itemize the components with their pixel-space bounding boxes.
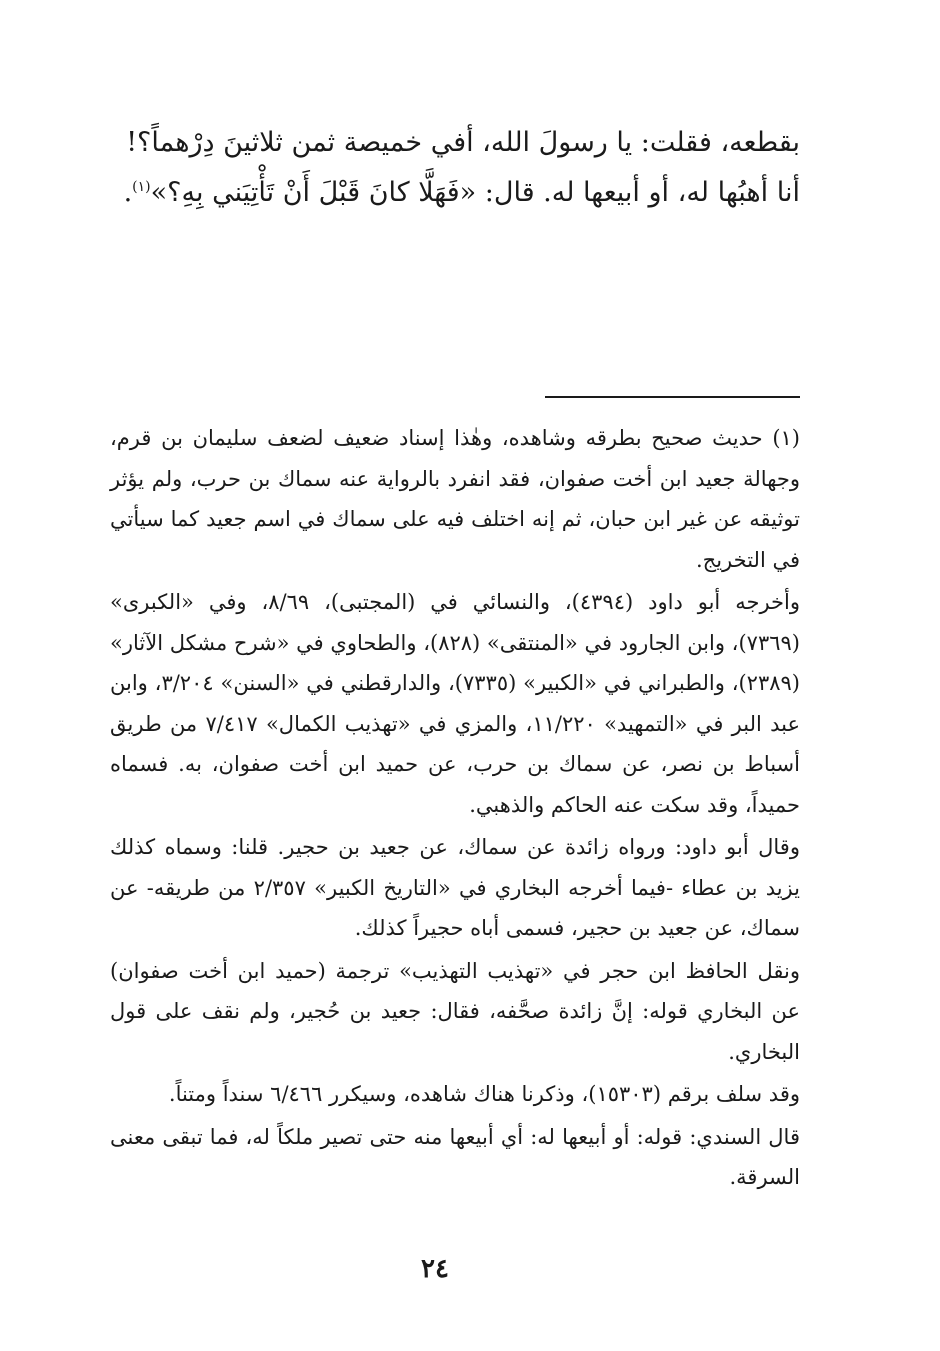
main-text-block bbox=[110, 118, 800, 218]
footnote-paragraph: ونقل الحافظ ابن حجر في «تهذيب التهذيب» ترجمة (حميد ابن أخت صفوان) عن البخاري قوله: إنَّ زائدة صحَّفه، فقال: جعيد بن حُجير، ولم نقف على قول البخاري. bbox=[110, 958, 800, 1064]
footnote-divider bbox=[545, 396, 800, 398]
footnote-paragraph: قال السندي: قوله: أو أبيعها له: أي أبيعها منه حتى تصير ملكاً له، فما تبقى معنى السرقة. bbox=[110, 1124, 800, 1189]
main-text-line-1 bbox=[110, 118, 800, 168]
footnotes-block bbox=[110, 418, 800, 1198]
main-text-end-period: . bbox=[123, 177, 133, 208]
footnote-paragraph: وأخرجه أبو داود (٤٣٩٤)، والنسائي في (المجتبى)، ٨/٦٩، وفي «الكبرى» (٧٣٦٩)، وابن الجارود في «المنتقى» (٨٢٨)، والطحاوي في «شرح مشكل الآثار» (٢٣٨٩)، والطبراني في «الكبير» (٧٣٣٥)، والدارقطني في «السنن» ٣/٢٠٤، وابن عبد البر في «التمهيد» ١١/٢٢٠، والمزي في «تهذيب الكمال» ٧/٤١٧ من طريق أسباط بن نصر، عن سماك بن حرب، عن حميد ابن أخت صفوان، به. فسماه حميداً، وقد سكت عنه الحاكم والذهبي. bbox=[110, 590, 800, 817]
main-text-line-2 bbox=[110, 168, 800, 218]
main-text-line-2-content: أنا أهبُها له، أو أبيعها له. قال: «فَهَلَّا كانَ قَبْلَ أَنْ تَأْتِيَني بِهِ؟» bbox=[150, 177, 800, 208]
footnote-paragraph: وقد سلف برقم (١٥٣٠٣)، وذكرنا هناك شاهده، وسيكرر ٦/٤٦٦ سنداً ومتناً. bbox=[168, 1082, 800, 1106]
footnote-reference-marker: (١) bbox=[132, 179, 151, 195]
footnote-paragraph: وقال أبو داود: ورواه زائدة عن سماك، عن جعيد بن حجير. قلنا: وسماه كذلك يزيد بن عطاء -فيما أخرجه البخاري في «التاريخ الكبير» ٢/٣٥٧ من طريقه- عن سماك، عن جعيد بن حجير، فسمى أباه حجيراً كذلك. bbox=[110, 835, 800, 940]
page-number: ٢٤ bbox=[421, 1254, 449, 1284]
main-text-line-1-content: بقطعه، فقلت: يا رسولَ الله، أفي خميصة ثمن ثلاثينَ دِرْهماً؟! bbox=[126, 127, 800, 158]
footnote-paragraph: (١) حديث صحيح بطرقه وشاهده، وهٰذا إسناد ضعيف لضعف سليمان بن قرم، وجهالة جعيد ابن أخت صفوان، فقد انفرد بالرواية عنه سماك بن حرب، ولم يؤثر توثيقه عن غير ابن حبان، ثم إنه اختلف فيه على سماك في اسم جعيد كما سيأتي في التخريج. bbox=[110, 426, 800, 572]
